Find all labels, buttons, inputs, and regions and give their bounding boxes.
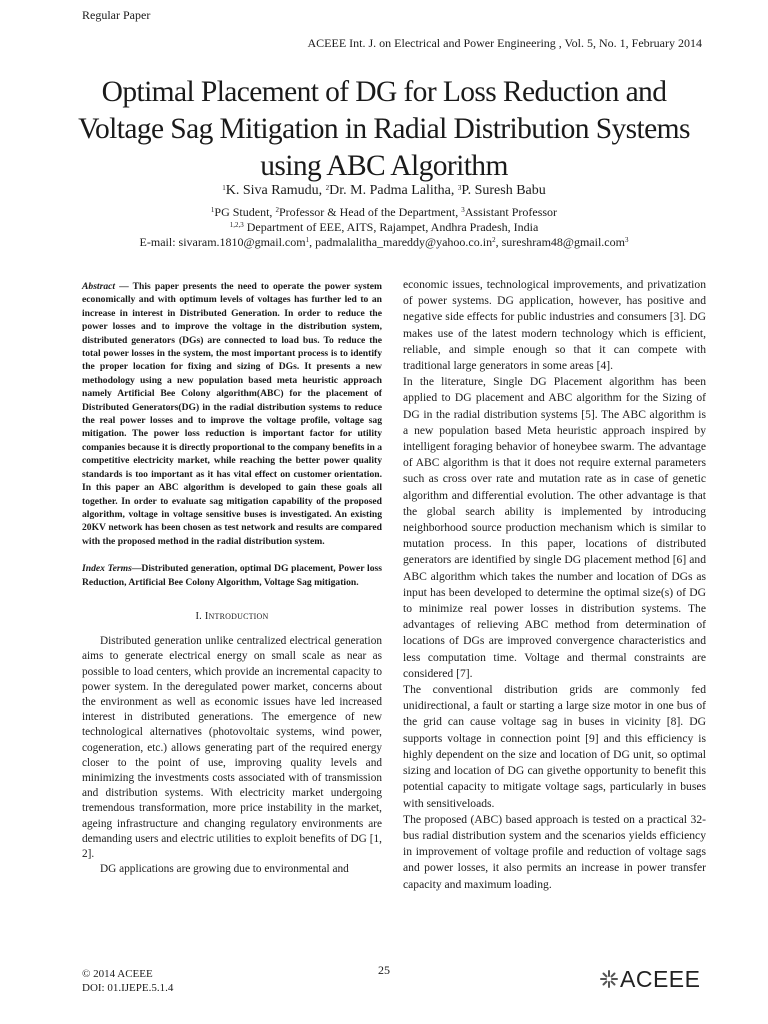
affiliation-roles: $^1$PG Student, $^2$Professor & Head of the Department, $^3$Assistant Professor [210,205,558,219]
author-2: Dr. M. Padma Lalitha, [329,183,458,198]
doi: DOI: 01.IJEPE.5.1.4 [82,982,174,994]
title-line-2: Voltage Sag Mitigation in Radial Distribution Systems [78,113,690,145]
paragraph: Distributed generation unlike centralized electrical generation aims to generate electrical energy on small scale as near as possible to load centers, which provide an incremental capacity to power system. In the deregulated power market, concerns about the environment as well as economic issues have led increased interest in distributed generations. The emergence of new technological alternatives (photovoltaic systems, wind power, cogeneration, etc.) allows generating part of the required energy closer to the point of use, improving quality levels and minimizing the investments costs associated with of transmission and distribution systems. With electricity market undergoing tremendous transformation, more price instability in the market, ageing infrastructure and changing regulatory environments are demanding users and electric utilities to exploit benefits of DG [1, 2]. [82,635,382,860]
logo-text: ACEEE [620,965,701,992]
paragraph: The proposed (ABC) based approach is tested on a practical 32-bus radial distribution system and the scenarios yields efficiency in improvement of voltage profile and reduction of voltage sags and power losses, it also permits an increase in power transfer capacity and maximum loading. [403,812,706,891]
email-1[interactable]: sivaram.1810@gmail.com [178,235,306,249]
index-terms-text: —Distributed generation, optimal DG placement, Power loss Reduction, Artificial Bee Colony Algorithm, Voltage Sag mitigation. [82,563,382,588]
email-2[interactable]: , padmalalitha_mareddy@yahoo.co.in [309,235,493,249]
section-heading-introduction: I. INTRODUCTION [195,610,269,622]
star-icon [598,968,620,990]
abstract [82,280,382,548]
header-journal: ACEEE Int. J. on Electrical and Power Engineering , Vol. 5, No. 1, February 2014 [307,36,702,50]
abstract-label: Abstract [82,281,116,292]
abstract-text: — This paper presents the need to operate the power system economically and with optimum levels of voltages has further led to an increase in interest in Distributed Generation. In order to reduce the power losses and to improve the voltage in the distribution system, distributed generators (DGs) are connected to load bus. To reduce the total power losses in the system, the most important process is to identify the proper location for fixing and sizing of DGs. It presents a new methodology using a new population based meta heuristic approach namely Artificial Bee Colony algorithm(ABC) for the placement of Distributed Generators(DG) in the radial distribution systems to reduce the real power losses and to improve the voltage profile, voltage sag mitigation. The power loss reduction is important factor for utility companies because it is directly proportional to the company benefits in a competitive electricity market, while reaching the better power quality standards is too important as it has vital effect on customer orientation. In this paper an ABC algorithm is developed to gain these goals all together. In order to evaluate sag mitigation capability of the proposed algorithm, voltage in voltage sensitive buses is investigated. An existing 20KV network has been chosen as test network and results are compared with the proposed method in the radial distribution system. [82,281,382,547]
page-number: 25 [378,963,390,977]
paragraph: In the literature, Single DG Placement algorithm has been applied to DG placement and ABC algorithm for the Sizing of DG in the radial distribution systems [5]. The ABC algorithm is a new population based Meta heuristic approach inspired by intelligent foraging behavior of honeybee swarm. The advantage of ABC algorithm is that it does not require external parameters such as cross over rate and mutation rate as in case of genetic algorithm and differential evolution. The other advantage is that the global search ability is implemented by introducing neighborhood source production mechanism which is similar to mutation process. In this paper, locations of distributed generators are identified by single DG placement method [6] and ABC algorithm which takes the number and location of DGs as input has been developed to determine the optimal size(s) of DG to minimize real power losses in distribution systems. The advantages of relieving ABC method from determination of locations of DGs are improved convergence characteristics and less computation time. Voltage and thermal constraints are considered [7]. [403,375,706,680]
author-1: K. Siva Ramudu, [225,183,326,198]
footer-left [82,967,173,995]
paragraph: The conventional distribution grids are commonly fed unidirectional, a fault or starting a large size motor in one bus of the grid can cause voltage sag in buses in vicinity [8]. DG supports voltage in connection point [9] and this efficiency is highly dependent on the size and location of DG unit, so optimal sizing and location of DG can givethe opportunity to benefit this potential capacity to mitigate voltage sags, particularly in buses with sensitiveloads. [403,683,706,810]
index-terms [82,562,382,589]
email-3[interactable]: , sureshram48@gmail.com [495,235,625,249]
author-emails: E-mail: sivaram.1810@gmail.com$^1$, $padmalalitha\_mareddy@yahoo.co.in^2$, sureshram48@gmail.com$^3$ [139,235,629,249]
paragraph: economic issues, technological improvements, and privatization of power systems. DG application, however, has positive and negative side effects for public industries and consumers [3]. DG makes use of the latest modern technology which is efficient, reliable, and simple enough so that it can compete with traditional large generators in some areas [4]. [403,278,706,373]
index-terms-label: Index Terms [82,563,132,575]
title-line-1: Optimal Placement of DG for Loss Reduction and [101,76,667,108]
left-column [82,280,382,877]
right-column [403,277,706,893]
header-left: Regular Paper [82,8,151,22]
affiliation-department: $^{1,2,3}$ Department of EEE, AITS, Rajampet, Andhra Pradesh, India [229,220,539,234]
authors: $^1$K. Siva Ramudu, $^2$Dr. M. Padma Lalitha, $^3$P. Suresh Babu [222,183,546,198]
paper-title [60,74,708,185]
author-3: P. Suresh Babu [461,183,546,198]
aceee-logo [598,964,700,994]
paragraph: DG applications are growing due to environmental and [100,863,349,876]
title-line-3: using ABC Algorithm [260,150,508,182]
introduction-body [82,634,382,877]
copyright: © 2014 ACEEE [82,968,153,980]
